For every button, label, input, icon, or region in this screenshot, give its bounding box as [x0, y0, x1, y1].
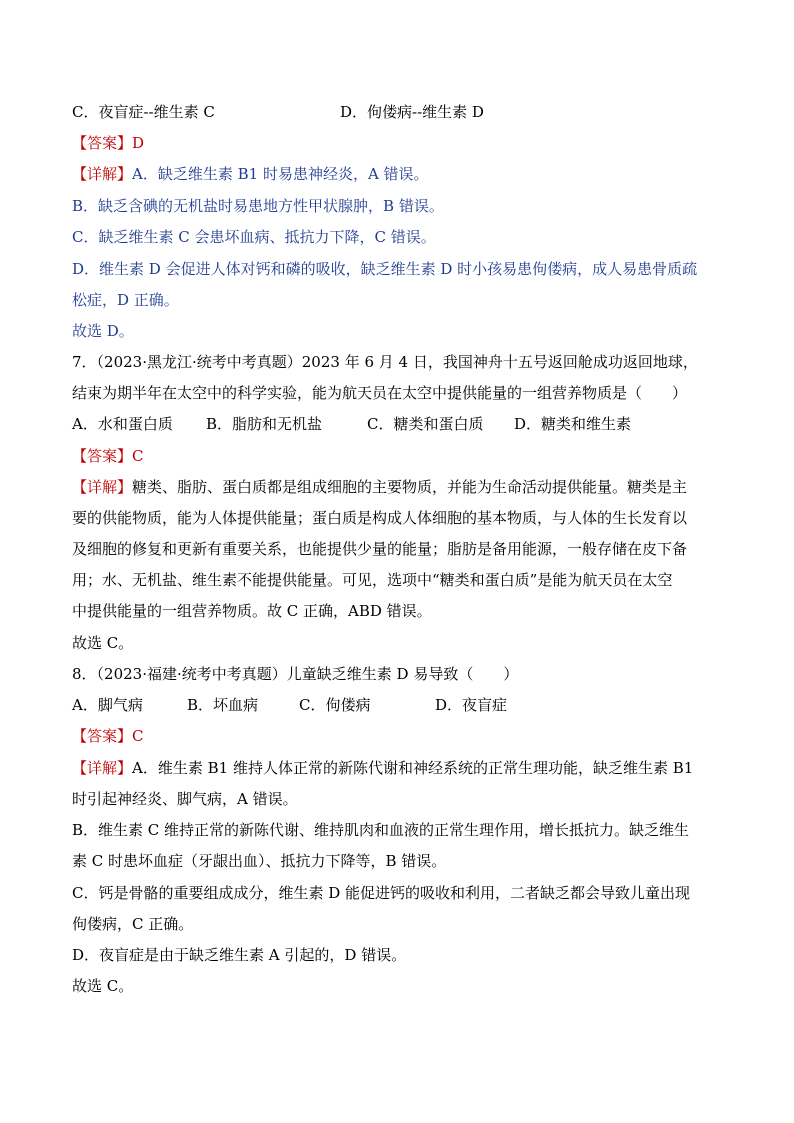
q7-explain-line2: 要的供能物质，能为人体提供能量；蛋白质是构成人体细胞的基本物质，与人体的生长发育以: [72, 509, 688, 527]
explain-text: A．缺乏维生素 B1 时易患神经炎，A 错误。: [132, 165, 429, 183]
explain-text: 糖类、脂肪、蛋白质都是组成细胞的主要物质，并能为生命活动提供能量。糖类是主: [132, 478, 688, 496]
q6-explain-d-line1: D．维生素 D 会促进人体对钙和磷的吸收，缺乏维生素 D 时小孩易患佝偻病，成人易患骨质疏: [72, 260, 698, 278]
q8-option-a: A．脚气病: [72, 696, 143, 714]
q8-option-b: B．坏血病: [187, 696, 259, 714]
q8-explain-b-line1: B．维生素 C 维持正常的新陈代谢、维持肌肉和血液的正常生理作用，增长抵抗力。缺乏维生: [72, 821, 690, 839]
q8-option-d: D．夜盲症: [435, 696, 508, 714]
q7-option-d: D．糖类和维生素: [514, 415, 632, 433]
q7-explain-line3: 及细胞的修复和更新有重要关系，也能提供少量的能量；脂肪是备用能源，一般存储在皮下备: [72, 540, 688, 558]
q6-answer: [72, 133, 144, 153]
q8-options-row: [72, 695, 722, 715]
q7-conclusion: 故选 C。: [72, 634, 134, 652]
q6-option-c: C．夜盲症--维生素 C: [72, 103, 215, 121]
answer-value: C: [132, 447, 144, 465]
q8-stem: 8．（2023·福建·统考中考真题）儿童缺乏维生素 D 易导致（ ）: [72, 665, 519, 683]
q6-conclusion: 故选 D。: [72, 322, 134, 340]
q6-option-d: D．佝偻病--维生素 D: [340, 103, 484, 121]
q8-explain-c-line1: C．钙是骨骼的重要组成成分，维生素 D 能促进钙的吸收和利用，二者缺乏都会导致儿童出现: [72, 884, 691, 902]
explain-tag: 【详解】: [72, 165, 133, 183]
q7-explain-line4: 用；水、无机盐、维生素不能提供能量。可见，选项中“糖类和蛋白质”是能为航天员在太空: [72, 571, 673, 589]
q8-explain-d: D．夜盲症是由于缺乏维生素 A 引起的，D 错误。: [72, 946, 407, 964]
q8-conclusion: 故选 C。: [72, 977, 134, 995]
q7-option-b: B．脂肪和无机盐: [206, 415, 323, 433]
explain-text: A．维生素 B1 维持人体正常的新陈代谢和神经系统的正常生理功能，缺乏维生素 B1: [132, 759, 694, 777]
q8-explain-c-line2: 佝偻病，C 正确。: [72, 915, 194, 933]
q6-explain-d-line2: 松症，D 正确。: [72, 291, 179, 309]
answer-value: C: [132, 727, 144, 745]
q8-explain-a-line2: 时引起神经炎、脚气病，A 错误。: [72, 790, 298, 808]
q7-options-row: [72, 414, 722, 434]
q8-option-c: C．佝偻病: [299, 696, 371, 714]
q6-explain-c: C．缺乏维生素 C 会患坏血病、抵抗力下降，C 错误。: [72, 228, 436, 246]
q7-stem-line2: 结束为期半年在太空中的科学实验，能为航天员在太空中提供能量的一组营养物质是（ ）: [72, 384, 688, 402]
q7-option-a: A．水和蛋白质: [72, 415, 173, 433]
q8-explain-a-line1: [72, 758, 693, 778]
q7-explain-line5: 中提供能量的一组营养物质。故 C 正确，ABD 错误。: [72, 602, 432, 620]
q7-stem-line1: 7．（2023·黑龙江·统考中考真题）2023 年 6 月 4 日，我国神舟十五号返回舱成功返回地球，: [72, 353, 698, 371]
answer-tag: 【答案】: [72, 727, 133, 745]
q6-options-row: [72, 102, 722, 122]
answer-value: D: [132, 134, 145, 152]
q8-explain-b-line2: 素 C 时患坏血症（牙龈出血）、抵抗力下降等，B 错误。: [72, 852, 447, 870]
q7-answer: [72, 446, 144, 466]
q7-option-c: C．糖类和蛋白质: [367, 415, 484, 433]
q6-explain-b: B．缺乏含碘的无机盐时易患地方性甲状腺肿，B 错误。: [72, 197, 444, 215]
explain-tag: 【详解】: [72, 759, 133, 777]
answer-tag: 【答案】: [72, 447, 133, 465]
answer-tag: 【答案】: [72, 134, 133, 152]
q7-explain-line1: [72, 477, 687, 497]
explain-tag: 【详解】: [72, 478, 133, 496]
q6-explain-a: [72, 164, 429, 184]
q8-answer: [72, 726, 144, 746]
